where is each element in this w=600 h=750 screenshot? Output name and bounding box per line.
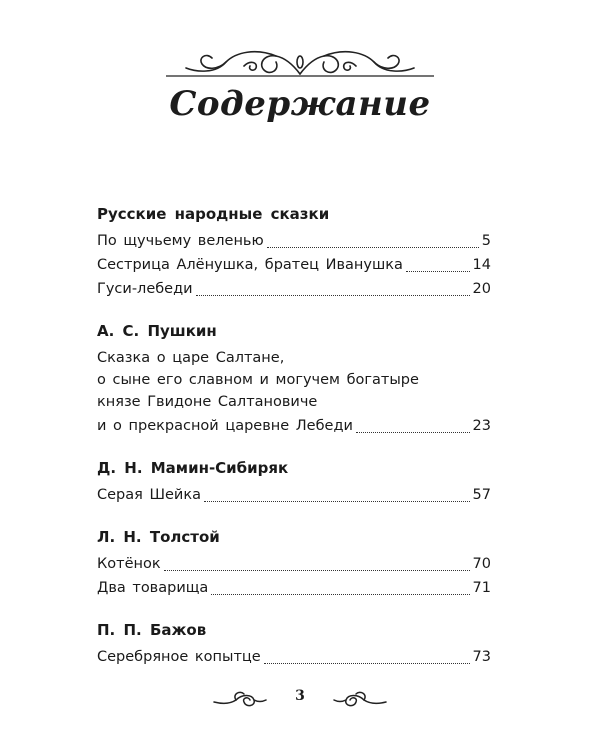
dot-leader [204,500,470,502]
entry-title-line: о сыне его славном и могучем богатыре [97,372,419,388]
dot-leader [264,662,470,664]
dot-leader [211,593,469,595]
toc-section [97,620,491,668]
toc-entry[interactable] [97,484,491,506]
section-author: Русские народные сказки [97,205,330,223]
entry-page-number: 71 [472,580,491,596]
toc-section [97,458,491,506]
entry-page-number: 73 [472,649,491,665]
page-number: 3 [295,688,305,704]
section-author: Л. Н. Толстой [97,528,220,546]
entry-page-number: 14 [472,257,491,273]
entry-page-number: 70 [472,556,491,572]
entry-page-number: 20 [472,281,491,297]
section-author: А. С. Пушкин [97,322,217,340]
section-author: Д. Н. Мамин-Сибиряк [97,459,289,477]
entry-title: Серебряное копытце [97,649,261,665]
entry-title: Серая Шейка [97,487,201,503]
dot-leader [196,294,470,296]
section-author: П. П. Бажов [97,621,207,639]
toc-entry[interactable] [97,646,491,668]
toc-entry[interactable] [97,278,491,300]
toc-entry[interactable] [97,254,491,276]
toc-section [97,321,491,437]
flourish-divider-icon [166,44,434,84]
toc-entry[interactable] [97,553,491,575]
entry-title: По щучьему веленью [97,233,264,249]
toc-section [97,204,491,300]
entry-title-lines [97,347,491,413]
dot-leader [164,569,470,571]
dot-leader [406,270,470,272]
dot-leader [267,246,479,248]
entry-title: Котёнок [97,556,161,572]
entry-page-number: 57 [472,487,491,503]
entry-title-line: Сказка о царе Салтане, [97,350,285,366]
entry-page-number: 23 [472,418,491,434]
page-title: Содержание [169,84,431,124]
entry-title: Гуси-лебеди [97,281,193,297]
dot-leader [356,431,470,433]
entry-title: и о прекрасной царевне Лебеди [97,418,353,434]
toc-entry[interactable] [97,230,491,252]
entry-title: Два товарища [97,580,209,596]
toc-section [97,527,491,599]
entry-title: Сестрица Алёнушка, братец Иванушка [97,257,403,273]
table-of-contents [97,204,491,689]
entry-page-number: 5 [481,233,491,249]
entry-title-line: князе Гвидоне Салтановиче [97,394,318,410]
toc-entry[interactable] [97,415,491,437]
toc-entry[interactable] [97,577,491,599]
